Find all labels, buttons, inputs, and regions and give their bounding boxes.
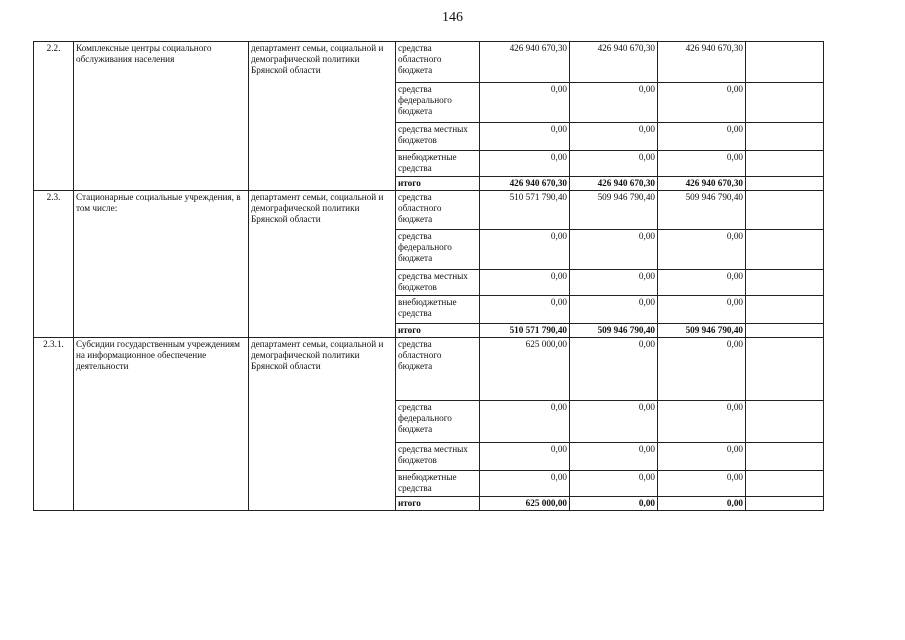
funding-source: средства федерального бюджета xyxy=(396,401,480,443)
amount-year-1: 510 571 790,40 xyxy=(480,191,570,230)
funding-source: итого xyxy=(396,324,480,338)
amount-year-1: 0,00 xyxy=(480,230,570,270)
amount-year-2: 0,00 xyxy=(570,230,658,270)
funding-source: средства федерального бюджета xyxy=(396,83,480,123)
empty-cell xyxy=(746,123,824,151)
amount-year-3: 509 946 790,40 xyxy=(658,324,746,338)
amount-year-2: 0,00 xyxy=(570,401,658,443)
amount-year-2: 0,00 xyxy=(570,497,658,511)
empty-cell xyxy=(746,324,824,338)
funding-source: средства федерального бюджета xyxy=(396,230,480,270)
amount-year-1: 625 000,00 xyxy=(480,338,570,401)
budget-table xyxy=(33,41,824,511)
amount-year-3: 0,00 xyxy=(658,471,746,497)
funding-source: средства местных бюджетов xyxy=(396,123,480,151)
funding-source: средства местных бюджетов xyxy=(396,443,480,471)
item-number: 2.3.1. xyxy=(34,338,74,511)
amount-year-2: 509 946 790,40 xyxy=(570,324,658,338)
amount-year-1: 0,00 xyxy=(480,83,570,123)
amount-year-3: 0,00 xyxy=(658,296,746,324)
amount-year-3: 426 940 670,30 xyxy=(658,177,746,191)
funding-source: внебюджетные средства xyxy=(396,471,480,497)
amount-year-1: 0,00 xyxy=(480,151,570,177)
responsible-department: департамент семьи, социальной и демографической политики Брянской области xyxy=(249,191,396,338)
amount-year-3: 0,00 xyxy=(658,270,746,296)
amount-year-3: 0,00 xyxy=(658,338,746,401)
item-name: Субсидии государственным учреждениям на информационное обеспечение деятельности xyxy=(74,338,249,511)
empty-cell xyxy=(746,230,824,270)
table-row xyxy=(34,191,824,230)
funding-source: средства местных бюджетов xyxy=(396,270,480,296)
amount-year-3: 0,00 xyxy=(658,123,746,151)
page-number: 146 xyxy=(442,10,463,25)
amount-year-1: 0,00 xyxy=(480,471,570,497)
funding-source: средства областного бюджета xyxy=(396,42,480,83)
responsible-department: департамент семьи, социальной и демографической политики Брянской области xyxy=(249,42,396,191)
amount-year-3: 0,00 xyxy=(658,83,746,123)
amount-year-1: 426 940 670,30 xyxy=(480,42,570,83)
funding-source: средства областного бюджета xyxy=(396,191,480,230)
amount-year-3: 0,00 xyxy=(658,443,746,471)
amount-year-2: 426 940 670,30 xyxy=(570,177,658,191)
funding-source: итого xyxy=(396,497,480,511)
amount-year-1: 426 940 670,30 xyxy=(480,177,570,191)
amount-year-3: 0,00 xyxy=(658,497,746,511)
amount-year-2: 0,00 xyxy=(570,83,658,123)
empty-cell xyxy=(746,270,824,296)
item-number: 2.2. xyxy=(34,42,74,191)
amount-year-2: 0,00 xyxy=(570,151,658,177)
empty-cell xyxy=(746,471,824,497)
funding-source: внебюджетные средства xyxy=(396,151,480,177)
empty-cell xyxy=(746,42,824,83)
empty-cell xyxy=(746,83,824,123)
amount-year-2: 426 940 670,30 xyxy=(570,42,658,83)
empty-cell xyxy=(746,497,824,511)
amount-year-3: 509 946 790,40 xyxy=(658,191,746,230)
amount-year-2: 0,00 xyxy=(570,123,658,151)
amount-year-1: 0,00 xyxy=(480,270,570,296)
empty-cell xyxy=(746,401,824,443)
funding-source: внебюджетные средства xyxy=(396,296,480,324)
table-row xyxy=(34,338,824,401)
responsible-department: департамент семьи, социальной и демографической политики Брянской области xyxy=(249,338,396,511)
amount-year-2: 0,00 xyxy=(570,296,658,324)
item-name: Стационарные социальные учреждения, в том числе: xyxy=(74,191,249,338)
empty-cell xyxy=(746,443,824,471)
amount-year-3: 0,00 xyxy=(658,151,746,177)
amount-year-1: 0,00 xyxy=(480,296,570,324)
item-name: Комплексные центры социального обслуживания населения xyxy=(74,42,249,191)
amount-year-3: 426 940 670,30 xyxy=(658,42,746,83)
empty-cell xyxy=(746,338,824,401)
amount-year-2: 0,00 xyxy=(570,338,658,401)
amount-year-3: 0,00 xyxy=(658,401,746,443)
amount-year-2: 0,00 xyxy=(570,471,658,497)
budget-table-body xyxy=(34,42,824,511)
amount-year-1: 625 000,00 xyxy=(480,497,570,511)
funding-source: итого xyxy=(396,177,480,191)
empty-cell xyxy=(746,191,824,230)
empty-cell xyxy=(746,296,824,324)
empty-cell xyxy=(746,177,824,191)
amount-year-1: 0,00 xyxy=(480,123,570,151)
amount-year-2: 0,00 xyxy=(570,270,658,296)
amount-year-1: 510 571 790,40 xyxy=(480,324,570,338)
amount-year-2: 509 946 790,40 xyxy=(570,191,658,230)
item-number: 2.3. xyxy=(34,191,74,338)
amount-year-3: 0,00 xyxy=(658,230,746,270)
amount-year-2: 0,00 xyxy=(570,443,658,471)
empty-cell xyxy=(746,151,824,177)
amount-year-1: 0,00 xyxy=(480,443,570,471)
table-row xyxy=(34,42,824,83)
funding-source: средства областного бюджета xyxy=(396,338,480,401)
amount-year-1: 0,00 xyxy=(480,401,570,443)
